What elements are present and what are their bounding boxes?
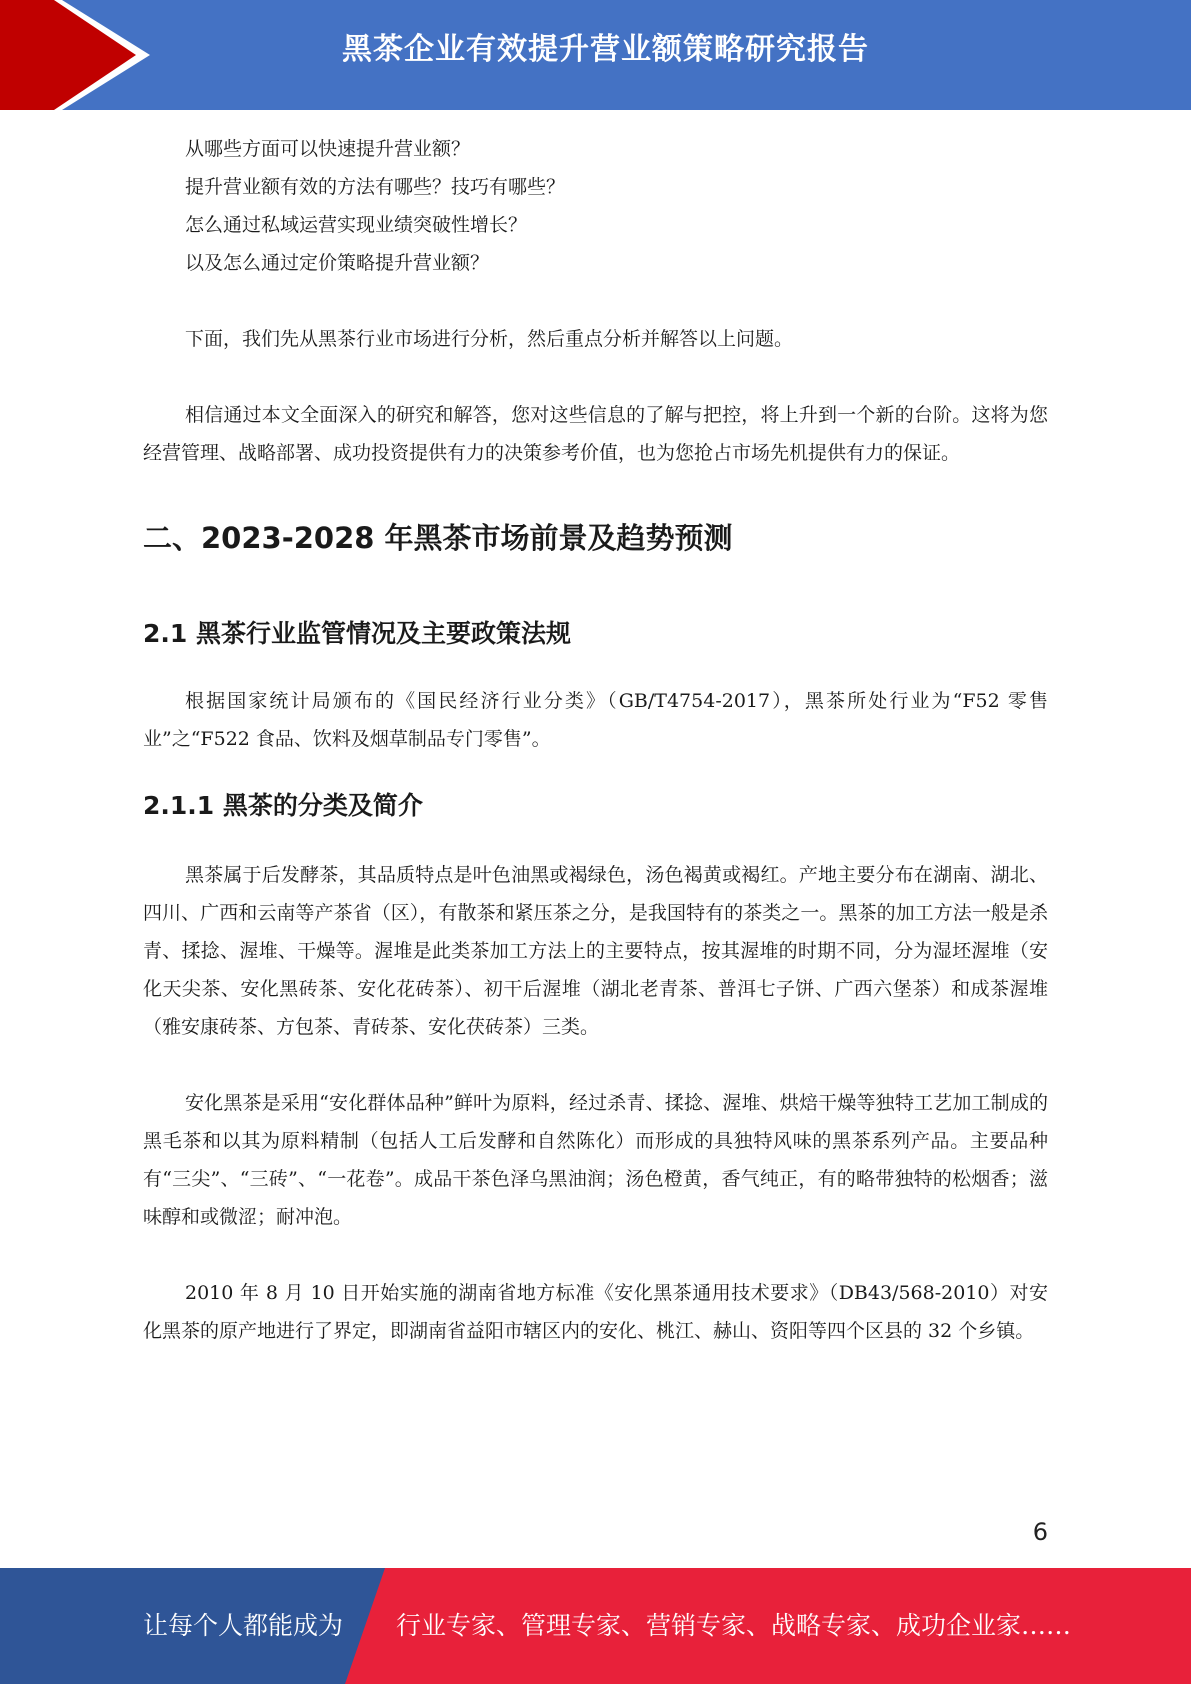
question-item: 怎么通过私域运营实现业绩突破性增长？	[185, 214, 528, 236]
section-2-1-1-paragraph: 2010 年 8 月 10 日开始实施的湖南省地方标准《安化黑茶通用技术要求》（DB43/568-2010）对安化黑茶的原产地进行了界定，即湖南省益阳市辖区内的安化、桃江、赫山、资阳等四个区县的 32 个乡镇。	[143, 1282, 1048, 1342]
section-2-1-1-paragraph: 安化黑茶是采用“安化群体品种”鲜叶为原料，经过杀青、揉捻、渥堆、烘焙干燥等独特工艺加工制成的黑毛茶和以其为原料精制（包括人工后发酵和自然陈化）而形成的具独特风味的黑茶系列产品。主要品种有“三尖”、“三砖”、“一花卷”。成品干茶色泽乌黑油润；汤色橙黄，香气纯正，有的略带独特的松烟香；滋味醇和或微涩；耐冲泡。	[143, 1092, 1048, 1228]
question-item: 从哪些方面可以快速提升营业额？	[185, 138, 471, 160]
section-heading-2-1: 2.1 黑茶行业监管情况及主要政策法规	[143, 619, 571, 648]
page-content	[143, 130, 1048, 1350]
intro-paragraph: 相信通过本文全面深入的研究和解答，您对这些信息的了解与把控，将上升到一个新的台阶。这将为您经营管理、战略部署、成功投资提供有力的决策参考价值，也为您抢占市场先机提供有力的保证。	[143, 404, 1048, 464]
question-item: 以及怎么通过定价策略提升营业额？	[185, 252, 490, 274]
header-banner	[0, 0, 1191, 110]
footer-slogan-left: 让每个人都能成为	[143, 1611, 344, 1640]
section-heading-2: 二、2023-2028 年黑茶市场前景及趋势预测	[143, 521, 733, 555]
page-number: 6	[1032, 1518, 1048, 1546]
question-item: 提升营业额有效的方法有哪些？技巧有哪些？	[185, 176, 566, 198]
section-heading-2-1-1: 2.1.1 黑茶的分类及简介	[143, 791, 423, 820]
section-2-1-paragraph: 根据国家统计局颁布的《国民经济行业分类》（GB/T4754-2017），黑茶所处行业为“F52 零售业”之“F522 食品、饮料及烟草制品专门零售”。	[143, 690, 1048, 750]
section-2-1-1-paragraph: 黑茶属于后发酵茶，其品质特点是叶色油黑或褐绿色，汤色褐黄或褐红。产地主要分布在湖南、湖北、四川、广西和云南等产茶省（区），有散茶和紧压茶之分，是我国特有的茶类之一。黑茶的加工方法一般是杀青、揉捻、渥堆、干燥等。渥堆是此类茶加工方法上的主要特点，按其渥堆的时期不同，分为湿坯渥堆（安化天尖茶、安化黑砖茶、安化花砖茶）、初干后渥堆（湖北老青茶、普洱七子饼、广西六堡茶）和成茶渥堆（雅安康砖茶、方包茶、青砖茶、安化茯砖茶）三类。	[143, 864, 1048, 1038]
footer-banner	[0, 1568, 1191, 1684]
report-title: 黑茶企业有效提升营业额策略研究报告	[342, 32, 869, 67]
intro-paragraph: 下面，我们先从黑茶行业市场进行分析，然后重点分析并解答以上问题。	[185, 328, 794, 350]
footer-slogan-right: 行业专家、管理专家、营销专家、战略专家、成功企业家……	[396, 1611, 1072, 1640]
